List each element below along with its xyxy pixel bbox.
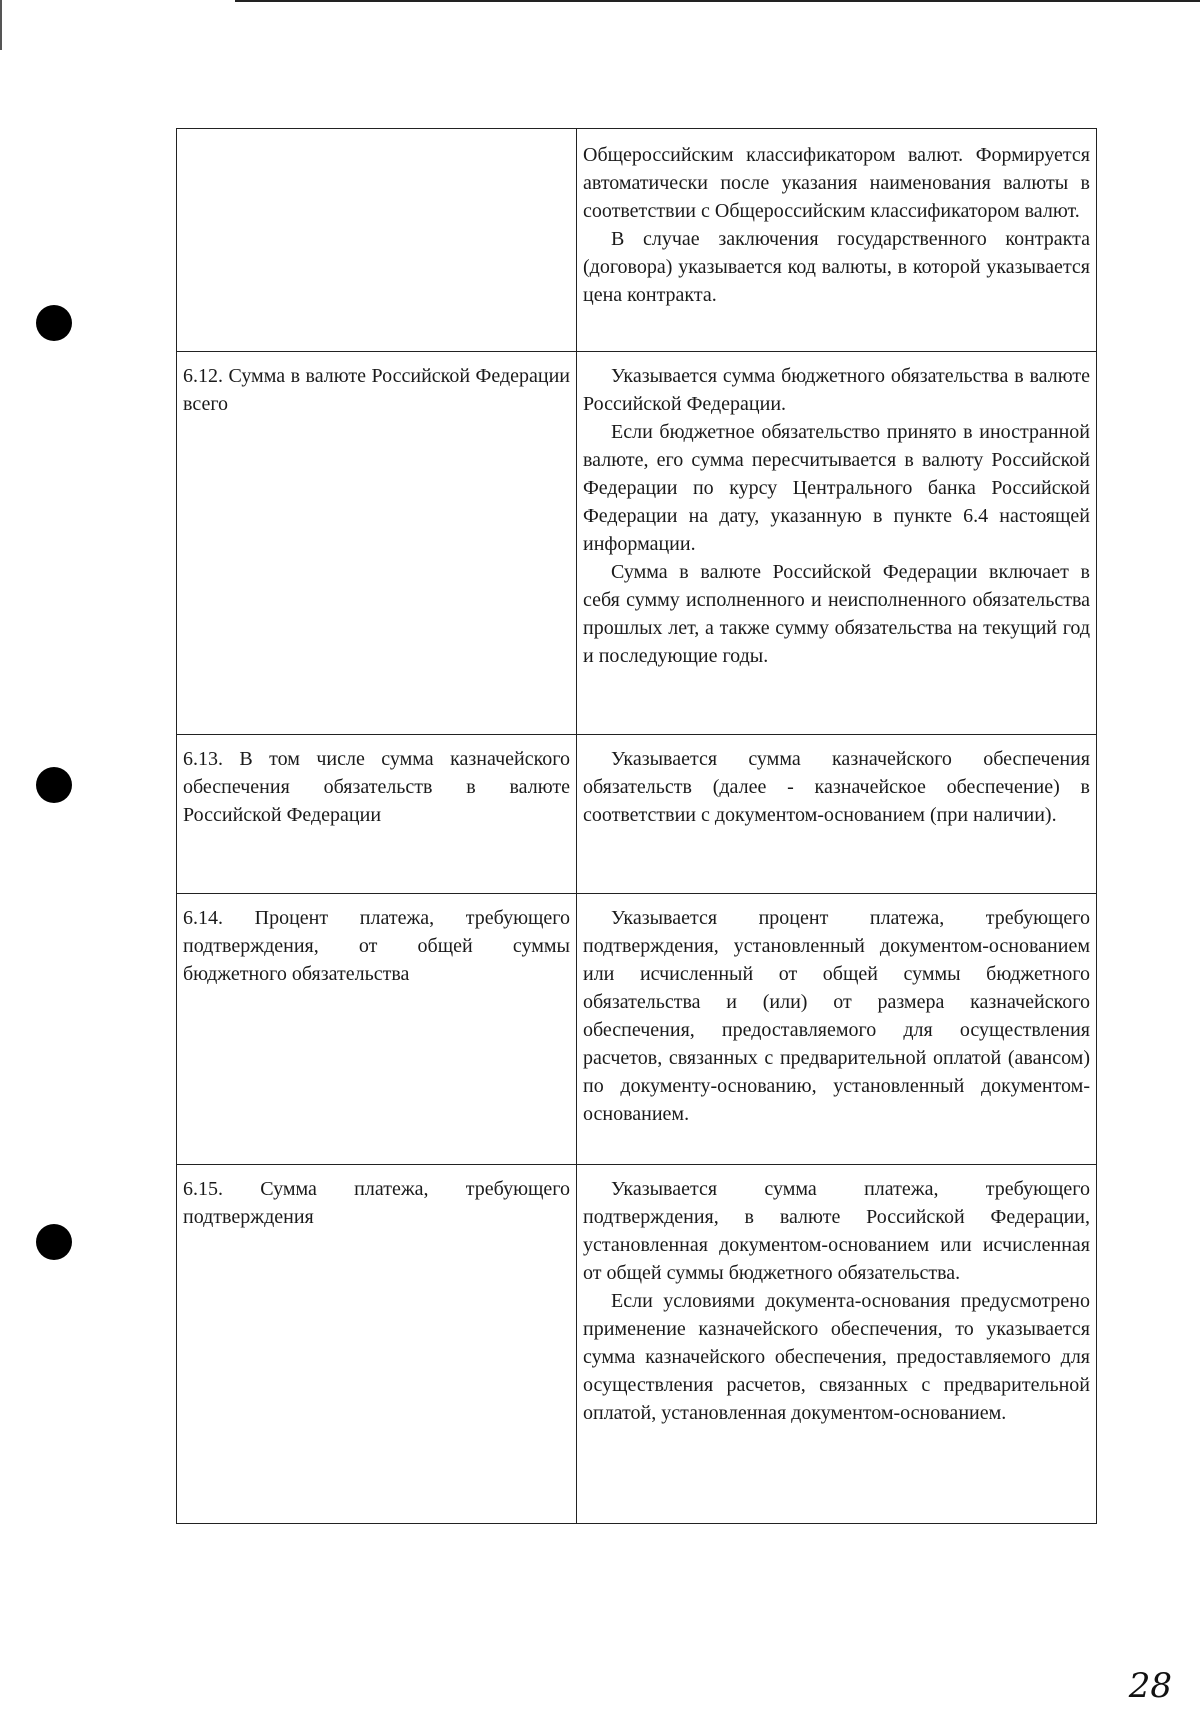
description-paragraph: Общероссийским классификатором валют. Формируется автоматически после указания наименования валюты в соответствии с Общероссийским классификатором валют. bbox=[583, 144, 1090, 222]
row-description bbox=[577, 352, 1097, 735]
description-paragraph: Указывается сумма платежа, требующего подтверждения, в валюте Российской Федерации, установленная документом-основанием или исчисленная от общей суммы бюджетного обязательства. bbox=[583, 1178, 1090, 1284]
row-label: 6.15. Сумма платежа, требующего подтверждения bbox=[177, 1165, 577, 1524]
description-paragraph: Указывается сумма бюджетного обязательства в валюте Российской Федерации. bbox=[583, 365, 1090, 415]
table-row bbox=[177, 1165, 1097, 1524]
punch-hole bbox=[36, 767, 72, 803]
description-paragraph: Указывается процент платежа, требующего подтверждения, установленный документом-основанием или исчисленный от общей суммы бюджетного обязательства и (или) от размера казначейского обеспечения, предоставляемого для осуществления расчетов, связанных с предварительной оплатой (авансом) по документу-основанию, установленный документом-основанием. bbox=[583, 907, 1090, 1125]
row-label: 6.13. В том числе сумма казначейского обеспечения обязательств в валюте Российской Федерации bbox=[177, 735, 577, 894]
table-row bbox=[177, 129, 1097, 352]
page-number: 28 bbox=[1128, 1666, 1172, 1706]
description-paragraph: Сумма в валюте Российской Федерации включает в себя сумму исполненного и неисполненного обязательства прошлых лет, а также сумму обязательства на текущий год и последующие годы. bbox=[583, 561, 1090, 667]
punch-hole bbox=[36, 305, 72, 341]
top-rule bbox=[235, 0, 1200, 2]
punch-hole bbox=[36, 1224, 72, 1260]
row-description bbox=[577, 1165, 1097, 1524]
row-label: 6.14. Процент платежа, требующего подтверждения, от общей суммы бюджетного обязательства bbox=[177, 894, 577, 1165]
description-paragraph: Если бюджетное обязательство принято в иностранной валюте, его сумма пересчитывается в валюту Российской Федерации по курсу Центрального банка Российской Федерации на дату, указанную в пункте 6.4 настоящей информации. bbox=[583, 421, 1090, 555]
description-paragraph: Если условиями документа-основания предусмотрено применение казначейского обеспечения, то указывается сумма казначейского обеспечения, предоставляемого для осуществления расчетов, связанных с предварительной оплатой, установленная документом-основанием. bbox=[583, 1290, 1090, 1424]
table-row bbox=[177, 735, 1097, 894]
document-table bbox=[176, 128, 1097, 1524]
row-description bbox=[577, 894, 1097, 1165]
table-row bbox=[177, 894, 1097, 1165]
table-row bbox=[177, 352, 1097, 735]
row-description bbox=[577, 735, 1097, 894]
description-paragraph: В случае заключения государственного контракта (договора) указывается код валюты, в которой указывается цена контракта. bbox=[583, 228, 1090, 306]
description-paragraph: Указывается сумма казначейского обеспечения обязательств (далее - казначейское обеспечение) в соответствии с документом-основанием (при наличии). bbox=[583, 748, 1090, 826]
row-label: 6.12. Сумма в валюте Российской Федерации всего bbox=[177, 352, 577, 735]
left-edge-mark bbox=[0, 0, 2, 50]
row-description bbox=[577, 129, 1097, 352]
row-label bbox=[177, 129, 577, 352]
